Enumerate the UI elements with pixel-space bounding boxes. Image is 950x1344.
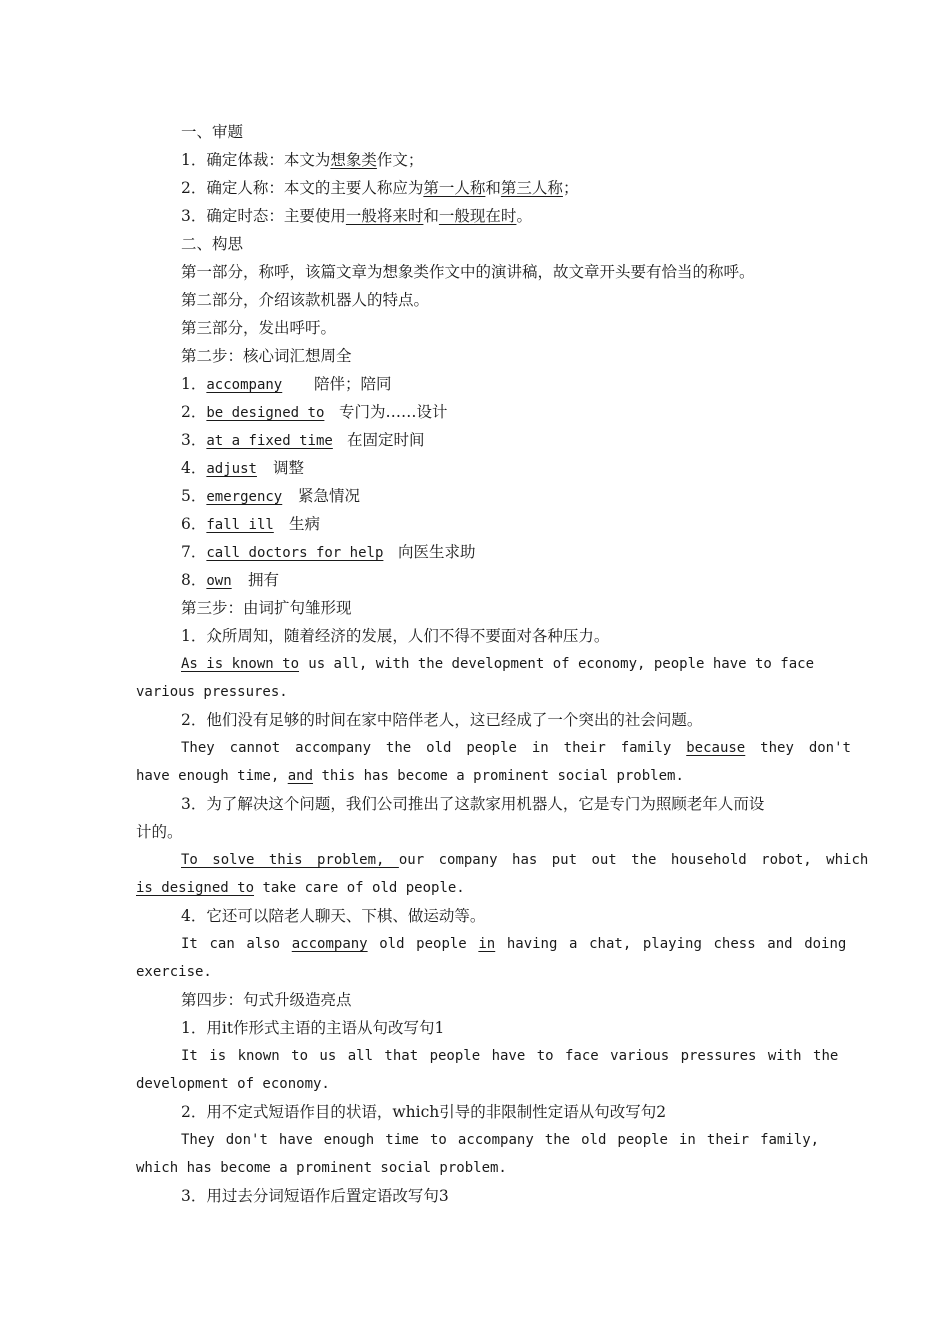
vocab-item-8: 8．own 拥有 (181, 571, 280, 589)
step3-s2-chinese: 2．他们没有足够的时间在家中陪伴老人，这已经成了一个突出的社会问题。 (181, 711, 703, 729)
underlined-answer: 第一人称 (423, 179, 486, 197)
step3-s2-english: They cannot accompany the old people in their family because they don't (181, 740, 851, 756)
section1-heading: 一、审题 (181, 123, 244, 141)
vocab-item-3: 3．at a fixed time 在固定时间 (181, 431, 425, 449)
step2-heading: 第二步：核心词汇想周全 (181, 347, 352, 365)
section2-part-1: 第一部分，称呼，该篇文章为想象类作文中的演讲稿，故文章开头要有恰当的称呼。 (181, 263, 755, 281)
step4-t2-english-cont: which has become a prominent social problem. (136, 1160, 507, 1176)
vocab-item-1: 1．accompany 陪伴；陪同 (181, 375, 392, 393)
underlined-answer: 一般将来时 (345, 207, 424, 225)
section2-part-3: 第三部分，发出呼吁。 (181, 319, 337, 337)
step3-s3-english-cont: is designed to take care of old people. (136, 880, 465, 896)
step3-s4-english: It can also accompany old people in having a chat, playing chess and doing (181, 936, 847, 952)
step4-t3-chinese: 3．用过去分词短语作后置定语改写句3 (181, 1187, 449, 1205)
section1-item-3: 3．确定时态：主要使用一般将来时和一般现在时。 (181, 207, 532, 225)
step4-t2-english: They don't have enough time to accompany the old people in their family, (181, 1132, 820, 1148)
step4-t1-english: It is known to us all that people have to face various pressures with the (181, 1048, 839, 1064)
step3-s1-english: As is known to us all, with the development of economy, people have to face (181, 656, 814, 672)
section2-part-2: 第二部分，介绍该款机器人的特点。 (181, 291, 430, 309)
step3-s4-chinese: 4．它还可以陪老人聊天、下棋、做运动等。 (181, 907, 486, 925)
underlined-answer: 想象类 (330, 151, 377, 169)
step3-s1-english-cont: various pressures. (136, 684, 288, 700)
step3-s3-chinese: 3．为了解决这个问题，我们公司推出了这款家用机器人，它是专门为照顾老年人而设 (181, 795, 765, 813)
step4-heading: 第四步：句式升级造亮点 (181, 991, 352, 1009)
step3-s3-chinese-cont: 计的。 (136, 823, 183, 841)
section1-item-2: 2．确定人称：本文的主要人称应为第一人称和第三人称； (181, 179, 579, 197)
step3-s3-english: To solve this problem, our company has put out the household robot, which (181, 852, 869, 868)
vocab-item-7: 7．call doctors for help 向医生求助 (181, 543, 476, 561)
underlined-answer: 第三人称 (500, 179, 563, 197)
vocab-item-4: 4．adjust 调整 (181, 459, 305, 477)
vocab-item-2: 2．be designed to 专门为……设计 (181, 403, 448, 421)
step4-t2-chinese: 2．用不定式短语作目的状语，which引导的非限制性定语从句改写句2 (181, 1103, 667, 1121)
section2-heading: 二、构思 (181, 235, 244, 253)
vocab-item-5: 5．emergency 紧急情况 (181, 487, 361, 505)
section1-item-1: 1．确定体裁：本文为想象类作文； (181, 151, 424, 169)
step3-s2-english-cont: have enough time, and this has become a prominent social problem. (136, 768, 684, 784)
step4-t1-english-cont: development of economy. (136, 1076, 330, 1092)
step3-s4-english-cont: exercise. (136, 964, 212, 980)
step4-t1-chinese: 1．用it作形式主语的主语从句改写句1 (181, 1019, 445, 1037)
step3-s1-chinese: 1．众所周知，随着经济的发展，人们不得不要面对各种压力。 (181, 627, 610, 645)
underlined-answer: 一般现在时 (438, 207, 517, 225)
vocab-item-6: 6．fall ill 生病 (181, 515, 321, 533)
step3-heading: 第三步：由词扩句雏形现 (181, 599, 352, 617)
